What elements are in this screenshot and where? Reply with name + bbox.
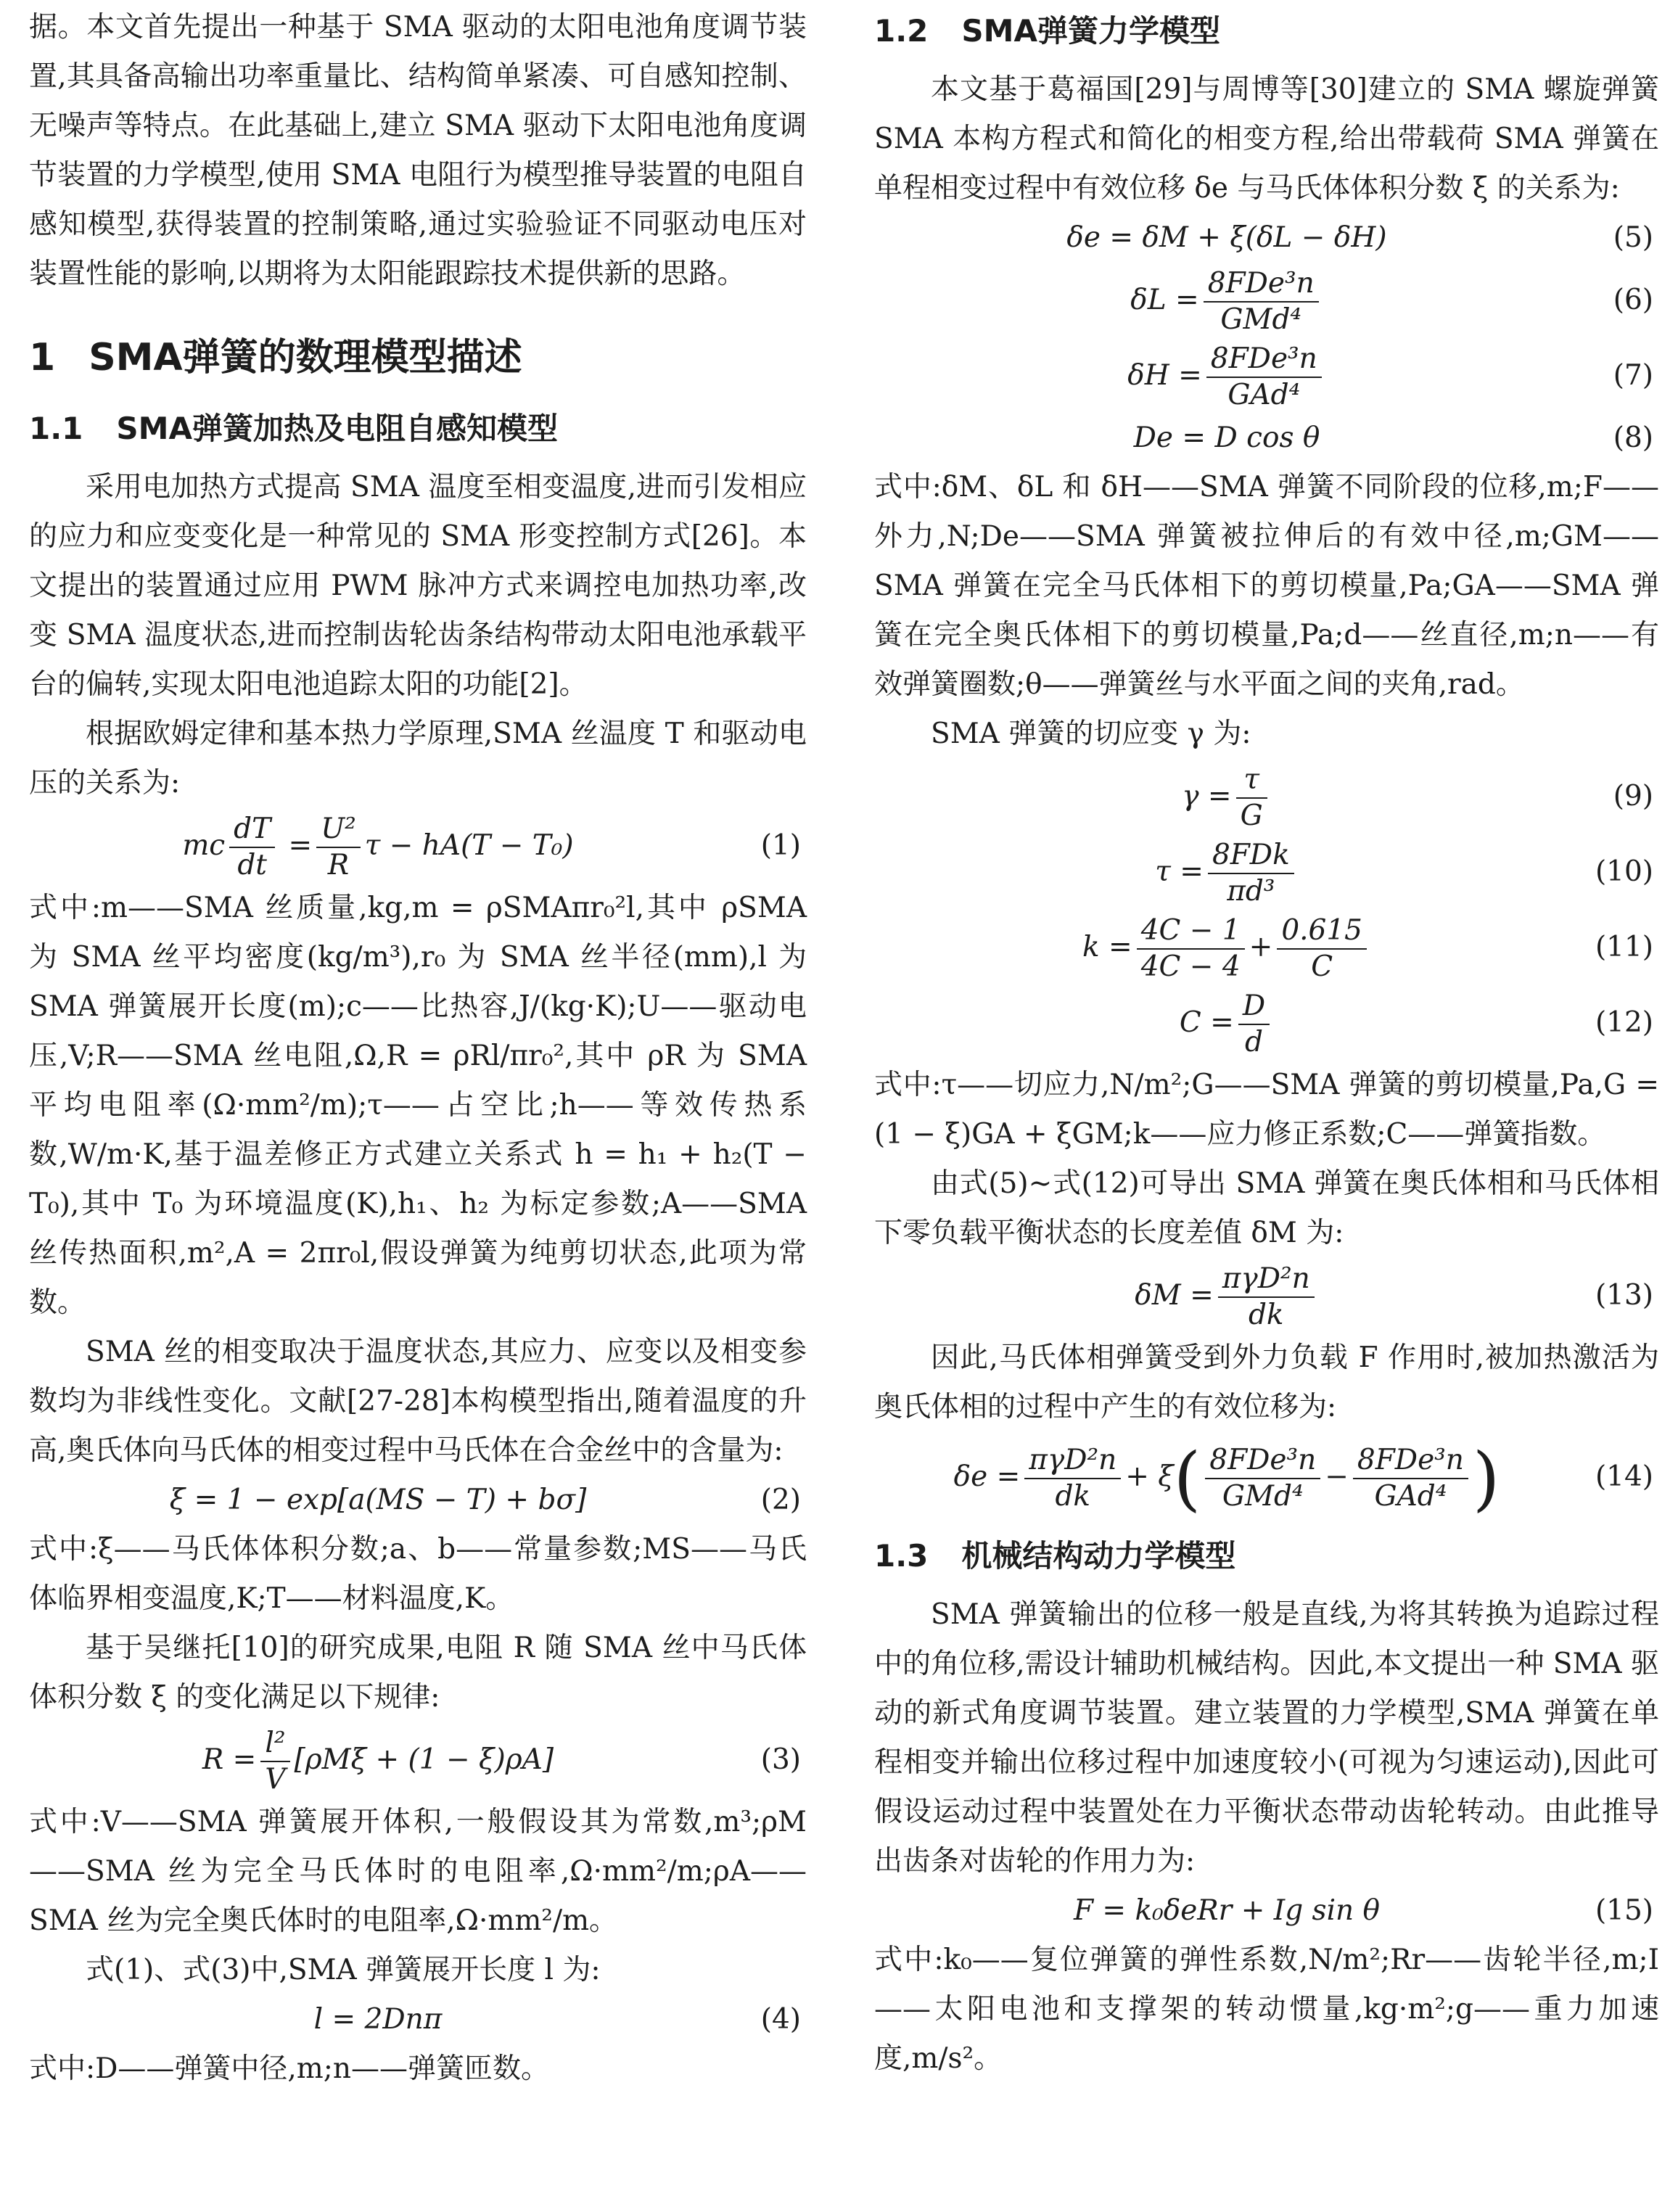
- equation-2: [29, 1476, 807, 1525]
- numerator: 8FDe³n: [1205, 1443, 1320, 1479]
- denominator: V: [265, 1763, 286, 1796]
- equation-number: (11): [1595, 931, 1653, 963]
- denominator: 4C − 4: [1140, 950, 1241, 983]
- section-title: SMA弹簧加热及电阻自感知模型: [116, 411, 558, 446]
- eq-term: [ρMξ + (1 − ξ)ρA]: [294, 1743, 554, 1776]
- paragraph: 式中:k₀——复位弹簧的弹性系数,N/m²;Rr——齿轮半径,m;I——太阳电池和支撑架的转动惯量,kg·m²;g——重力加速度,m/s²。: [874, 1944, 1659, 2075]
- eq-term: τ =: [1155, 855, 1204, 888]
- section-1-heading: [29, 325, 807, 390]
- denominator: C: [1311, 950, 1333, 983]
- equation-3: [29, 1722, 807, 1798]
- paragraph: 本文基于葛福国[29]与周博等[30]建立的 SMA 螺旋弹簧 SMA 本构方程式和简化的相变方程,给出带载荷 SMA 弹簧在单程相变过程中有效位移 δe 与马氏体体积分数 ξ 的关系为:: [874, 73, 1659, 205]
- eq-term: τ − hA(T − T₀): [364, 829, 574, 862]
- numerator: 8FDe³n: [1353, 1443, 1468, 1479]
- fraction: [1206, 342, 1322, 413]
- eq-term: δL =: [1130, 284, 1199, 316]
- paragraph: 式中:D——弹簧中径,m;n——弹簧匝数。: [29, 2052, 550, 2085]
- fraction: [1277, 913, 1367, 984]
- fraction: [1353, 1443, 1468, 1514]
- fraction: [260, 1726, 289, 1797]
- eq-term: −: [1325, 1460, 1349, 1493]
- equation-11: [874, 910, 1659, 985]
- paragraph: 式中:V——SMA 弹簧展开体积,一般假设其为常数,m³;ρM——SMA 丝为完全马氏体时的电阻率,Ω·mm²/m;ρA——SMA 丝为完全奥氏体时的电阻率,Ω·mm²/m。: [29, 1806, 807, 1937]
- numerator: l²: [260, 1726, 289, 1762]
- eq-term: δH =: [1127, 359, 1202, 392]
- paragraph: SMA 弹簧输出的位移一般是直线,为将其转换为追踪过程中的角位移,需设计辅助机械结构。因此,本文提出一种 SMA 驱动的新式角度调节装置。建立装置的力学模型,SMA 弹簧在单程相变并输出位移过程中加速度较小(可视为匀速运动),因此可假设运动过程中装置处在力平衡状态带动齿轮转动。由此推导出齿条对齿轮的作用力为:: [874, 1598, 1659, 1878]
- equation-number: (13): [1595, 1279, 1653, 1312]
- fraction: [1238, 989, 1270, 1060]
- denominator: d: [1244, 1026, 1263, 1058]
- right-paren: ): [1472, 1438, 1500, 1519]
- fraction: [1208, 838, 1294, 909]
- eq-term: mc: [182, 829, 226, 862]
- equation-9: [874, 759, 1659, 834]
- equation-number: (12): [1595, 1006, 1653, 1039]
- eq-term: +: [1249, 931, 1273, 963]
- equation-7: [874, 338, 1659, 414]
- denominator: πd³: [1227, 875, 1275, 908]
- section-title: 机械结构动力学模型: [961, 1538, 1236, 1574]
- eq-term: R =: [202, 1743, 257, 1776]
- equation-8: [874, 414, 1659, 463]
- denominator: GAd⁴: [1227, 379, 1301, 411]
- fraction: [229, 812, 275, 883]
- equation-number: (4): [760, 2003, 801, 2036]
- equation-12: [874, 985, 1659, 1061]
- numerator: 4C − 1: [1137, 913, 1245, 950]
- denominator: dt: [237, 849, 267, 881]
- section-1-2-heading: [874, 6, 1659, 57]
- eq-body: ξ = 1 − exp[a(MS − T) + bσ]: [169, 1484, 587, 1516]
- eq-term: k =: [1082, 931, 1132, 963]
- equation-number: (7): [1613, 359, 1653, 392]
- equation-1: [29, 808, 807, 884]
- equation-5: [874, 213, 1659, 263]
- equation-number: (15): [1595, 1894, 1653, 1927]
- fraction: [1205, 1443, 1320, 1514]
- numerator: dT: [229, 812, 275, 848]
- paragraph: SMA 弹簧的切应变 γ 为:: [931, 718, 1251, 750]
- equation-number: (9): [1613, 780, 1653, 813]
- right-column: [874, 0, 1659, 2084]
- numerator: 0.615: [1277, 913, 1367, 950]
- left-paren: (: [1173, 1438, 1201, 1519]
- fraction: [1024, 1443, 1121, 1514]
- fraction: [1218, 1262, 1315, 1333]
- fraction: [316, 812, 361, 883]
- numerator: U²: [316, 812, 361, 848]
- paragraph: 基于吴继托[10]的研究成果,电阻 R 随 SMA 丝中马氏体体积分数 ξ 的变化满足以下规律:: [29, 1632, 807, 1714]
- section-number: 1.3: [874, 1538, 929, 1574]
- fraction: [1236, 762, 1267, 834]
- eq-term: δM =: [1135, 1279, 1214, 1312]
- equation-number: (1): [760, 829, 801, 862]
- equation-14: [874, 1432, 1659, 1522]
- denominator: dk: [1248, 1299, 1284, 1331]
- paragraph: 式中:ξ——马氏体体积分数;a、b——常量参数;MS——马氏体临界相变温度,K;T——材料温度,K。: [29, 1533, 807, 1615]
- equation-6: [874, 263, 1659, 338]
- numerator: πγD²n: [1024, 1443, 1121, 1479]
- equation-4: [29, 1995, 807, 2044]
- section-1-3-heading: [874, 1531, 1659, 1582]
- paragraph: 根据欧姆定律和基本热力学原理,SMA 丝温度 T 和驱动电压的关系为:: [29, 718, 807, 799]
- eq-body: δe = δM + ξ(δL − δH): [1066, 221, 1387, 254]
- numerator: τ: [1236, 762, 1267, 799]
- equation-number: (3): [760, 1743, 801, 1776]
- paragraph: 式中:m——SMA 丝质量,kg,m = ρSMAπr₀²l,其中 ρSMA 为 SMA 丝平均密度(kg/m³),r₀ 为 SMA 丝半径(mm),l 为 SMA 弹簧展开长度(m);c——比热容,J/(kg·K);U——驱动电压,V;R——SMA 丝电阻,Ω,R = ρRl/πr₀²,其中 ρR 为 SMA 平均电阻率(Ω·mm²/m);τ——占空比;h——等效传热系数,W/m·K,基于温差修正方式建立关系式 h = h₁ + h₂(T − T₀),其中 T₀ 为环境温度(K),h₁、h₂ 为标定参数;A——SMA 丝传热面积,m²,A = 2πr₀l,假设弹簧为纯剪切状态,此项为常数。: [29, 892, 807, 1319]
- section-number: 1: [29, 336, 56, 379]
- denominator: dk: [1055, 1480, 1091, 1513]
- paragraph: SMA 丝的相变取决于温度状态,其应力、应变以及相变参数均为非线性变化。文献[27-28]本构模型指出,随着温度的升高,奥氏体向马氏体的相变过程中马氏体在合金丝中的含量为:: [29, 1336, 807, 1467]
- denominator: GMd⁴: [1222, 1480, 1304, 1513]
- section-title: SMA弹簧力学模型: [961, 13, 1220, 49]
- numerator: πγD²n: [1218, 1262, 1315, 1298]
- denominator: GAd⁴: [1374, 1480, 1447, 1513]
- eq-term: =: [288, 829, 313, 862]
- equation-number: (14): [1595, 1460, 1653, 1493]
- paragraph: 因此,马氏体相弹簧受到外力负载 F 作用时,被加热激活为奥氏体相的过程中产生的有效位移为:: [874, 1341, 1659, 1423]
- intro-paragraph: 据。本文首先提出一种基于 SMA 驱动的太阳电池角度调节装置,其具备高输出功率重量比、结构简单紧凑、可自感知控制、无噪声等特点。在此基础上,建立 SMA 驱动下太阳电池角度调节装置的力学模型,使用 SMA 电阻行为模型推导装置的电阻自感知模型,获得装置的控制策略,通过实验验证不同驱动电压对装置性能的影响,以期将为太阳能跟踪技术提供新的思路。: [29, 11, 807, 290]
- section-number: 1.1: [29, 411, 83, 446]
- numerator: D: [1238, 989, 1270, 1025]
- section-number: 1.2: [874, 13, 929, 49]
- equation-13: [874, 1258, 1659, 1333]
- eq-term: + ξ: [1125, 1460, 1174, 1493]
- eq-body: l = 2Dnπ: [313, 2003, 443, 2036]
- numerator: 8FDe³n: [1204, 266, 1319, 303]
- denominator: G: [1240, 799, 1263, 832]
- eq-term: δe =: [953, 1460, 1021, 1493]
- eq-body: De = D cos θ: [1133, 422, 1320, 454]
- left-column: [29, 0, 807, 2094]
- fraction: [1137, 913, 1245, 984]
- section-1-1-heading: [29, 403, 807, 454]
- paragraph: 由式(5)~式(12)可导出 SMA 弹簧在奥氏体相和马氏体相下零负载平衡状态的长度差值 δM 为:: [874, 1167, 1659, 1249]
- fraction: [1204, 266, 1319, 337]
- paragraph: 式中:δM、δL 和 δH——SMA 弹簧不同阶段的位移,m;F——外力,N;De——SMA 弹簧被拉伸后的有效中径,m;GM——SMA 弹簧在完全马氏体相下的剪切模量,Pa;GA——SMA 弹簧在完全奥氏体相下的剪切模量,Pa;d——丝直径,m;n——有效弹簧圈数;θ——弹簧丝与水平面之间的夹角,rad。: [874, 471, 1659, 701]
- denominator: R: [327, 849, 350, 881]
- section-title: SMA弹簧的数理模型描述: [89, 336, 522, 379]
- paragraph: 采用电加热方式提高 SMA 温度至相变温度,进而引发相应的应力和应变变化是一种常见的 SMA 形变控制方式[26]。本文提出的装置通过应用 PWM 脉冲方式来调控电加热功率,改变 SMA 温度状态,进而控制齿轮齿条结构带动太阳电池承载平台的偏转,实现太阳电池追踪太阳的功能[2]。: [29, 471, 807, 701]
- paragraph: 式中:τ——切应力,N/m²;G——SMA 弹簧的剪切模量,Pa,G = (1 − ξ)GA + ξGM;k——应力修正系数;C——弹簧指数。: [874, 1069, 1659, 1151]
- equation-number: (6): [1613, 284, 1653, 316]
- denominator: GMd⁴: [1220, 303, 1302, 336]
- equation-number: (2): [760, 1484, 801, 1516]
- equation-10: [874, 834, 1659, 910]
- equation-number: (5): [1613, 221, 1653, 254]
- eq-term: γ =: [1182, 780, 1232, 813]
- equation-15: [874, 1886, 1659, 1936]
- numerator: 8FDe³n: [1206, 342, 1322, 378]
- equation-number: (10): [1595, 855, 1653, 888]
- numerator: 8FDk: [1208, 838, 1294, 874]
- paragraph: 式(1)、式(3)中,SMA 弹簧展开长度 l 为:: [86, 1954, 601, 1986]
- eq-body: F = k₀δeRr + Ig sin θ: [1073, 1894, 1381, 1927]
- eq-term: C =: [1179, 1006, 1234, 1039]
- equation-number: (8): [1613, 422, 1653, 454]
